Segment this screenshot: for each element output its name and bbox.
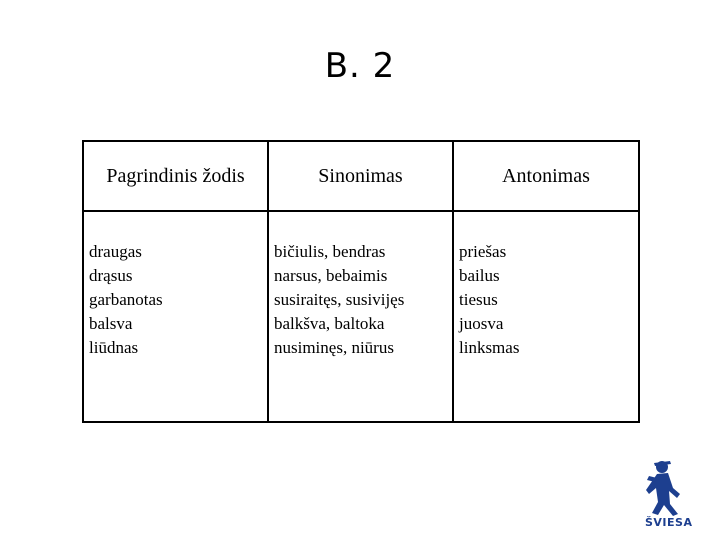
- synonyms-cell: [268, 211, 453, 422]
- antonym: juosva: [459, 314, 504, 333]
- antonym: linksmas: [459, 338, 520, 357]
- antonym: tiesus: [459, 290, 498, 309]
- antonym: bailus: [459, 266, 500, 285]
- main-words-cell: [83, 211, 268, 422]
- synonym: narsus, bebaimis: [274, 266, 388, 285]
- synonym: nusiminęs, niūrus: [274, 338, 394, 357]
- table-header-row: [83, 141, 639, 211]
- main-word: draugas: [89, 242, 142, 261]
- header-synonym: Sinonimas: [268, 141, 453, 211]
- main-word: drąsus: [89, 266, 133, 285]
- main-word: liūdnas: [89, 338, 139, 357]
- slide-title: B. 2: [324, 46, 396, 86]
- antonyms-cell: [453, 211, 639, 422]
- word-table: [82, 140, 640, 423]
- synonym: balkšva, baltoka: [274, 314, 385, 333]
- main-word: garbanotas: [89, 290, 163, 309]
- synonym: bičiulis, bendras: [274, 242, 386, 261]
- header-main-word: Pagrindinis žodis: [83, 141, 268, 211]
- publisher-logo-text: ŠVIESA: [645, 516, 693, 529]
- antonym: priešas: [459, 242, 507, 261]
- main-word: balsva: [89, 314, 133, 333]
- synonym: susiraitęs, susivijęs: [274, 290, 405, 309]
- header-antonym: Antonimas: [453, 141, 639, 211]
- table-body-row: [83, 211, 639, 422]
